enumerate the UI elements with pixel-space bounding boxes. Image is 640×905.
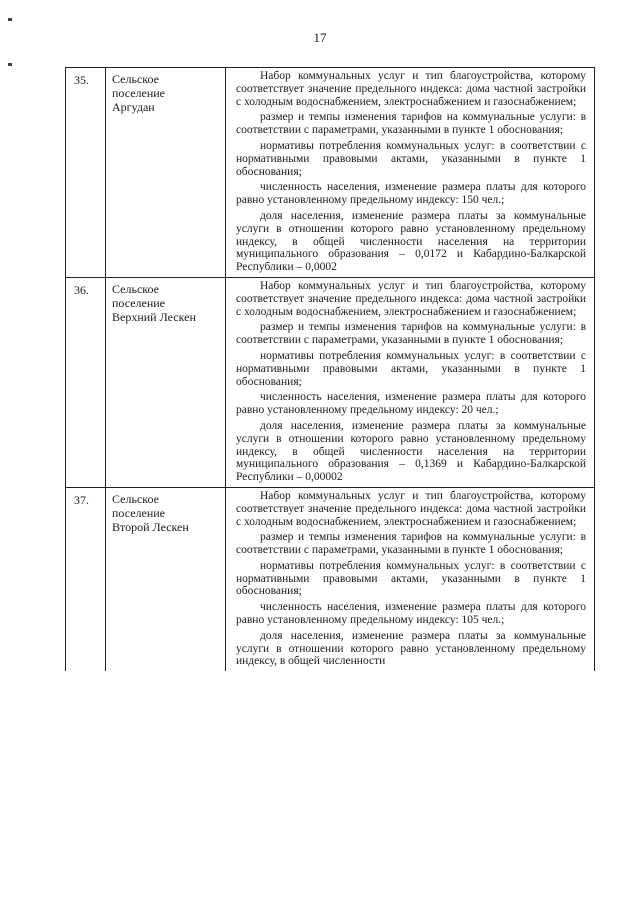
- settlement-name: [106, 487, 226, 671]
- row-number: 35.: [66, 68, 106, 278]
- parameter-paragraph: размер и темпы изменения тарифов на коммунальные услуги: в соответствии с параметрами, указанными в пункте 1 обоснования;: [236, 111, 586, 137]
- table-row: [66, 68, 595, 278]
- index-parameters: [226, 487, 595, 671]
- settlement-name: [106, 68, 226, 278]
- settlement-name-line: Второй Лескен: [112, 519, 189, 534]
- settlement-name-line: Сельское: [112, 281, 159, 296]
- scan-mark: [8, 18, 12, 21]
- table-body: [66, 68, 595, 672]
- indices-table: [65, 67, 595, 671]
- row-number: 36.: [66, 277, 106, 487]
- index-parameters: [226, 68, 595, 278]
- table-row: [66, 277, 595, 487]
- parameter-paragraph: численность населения, изменение размера платы для которого равно установленному предельному индексу: 20 чел.;: [236, 391, 586, 417]
- parameter-paragraph: Набор коммунальных услуг и тип благоустройства, которому соответствует значение предельного индекса: дома частной застройки с холодным водоснабжением, электроснабжением и газоснабжением;: [236, 70, 586, 108]
- settlement-name-line: поселение: [112, 505, 166, 520]
- settlement-name-line: Сельское: [112, 491, 159, 506]
- scan-mark: [8, 63, 12, 66]
- row-number: 37.: [66, 487, 106, 671]
- parameter-paragraph: Набор коммунальных услуг и тип благоустройства, которому соответствует значение предельного индекса: дома частной застройки с холодным водоснабжением, электроснабжением и газоснабжением;: [236, 489, 586, 528]
- settlement-name-line: Верхний Лескен: [112, 309, 196, 324]
- settlement-name-line: Аргудан: [112, 100, 155, 114]
- parameter-paragraph: доля населения, изменение размера платы за коммунальные услуги в отношении которого равно установленному предельному индексу, в общей численности: [236, 629, 586, 668]
- settlement-name-line: поселение: [112, 295, 166, 310]
- index-parameters: [226, 277, 595, 487]
- parameter-paragraph: доля населения, изменение размера платы за коммунальные услуги в отношении которого равно установленному предельному индексу, в общей численности населения на территории муниципального образования – 0,1369 и Кабардино-Балкарской Республики – 0,00002: [236, 419, 586, 484]
- parameter-paragraph: размер и темпы изменения тарифов на коммунальные услуги: в соответствии с параметрами, указанными в пункте 1 обоснования;: [236, 531, 586, 557]
- settlement-name: [106, 277, 226, 487]
- parameter-paragraph: Набор коммунальных услуг и тип благоустройства, которому соответствует значение предельного индекса: дома частной застройки с холодным водоснабжением, электроснабжением и газоснабжением;: [236, 279, 586, 318]
- parameter-paragraph: численность населения, изменение размера платы для которого равно установленному предельному индексу: 150 чел.;: [236, 181, 586, 207]
- page-number: 17: [313, 30, 327, 45]
- settlement-name-line: Сельское: [112, 72, 159, 86]
- parameter-paragraph: доля населения, изменение размера платы за коммунальные услуги в отношении которого равно установленному предельному индексу, в общей численности населения на территории муниципального образования – 0,0172 и Кабардино-Балкарской Республики – 0,0002: [236, 209, 586, 274]
- parameter-paragraph: нормативы потребления коммунальных услуг: в соответствии с нормативными правовыми актами, указанными в пункте 1 обоснования;: [236, 559, 586, 598]
- parameter-paragraph: нормативы потребления коммунальных услуг: в соответствии с нормативными правовыми актами, указанными в пункте 1 обоснования;: [236, 349, 586, 388]
- table-row: [66, 487, 595, 671]
- parameter-paragraph: численность населения, изменение размера платы для которого равно установленному предельному индексу: 105 чел.;: [236, 601, 586, 627]
- parameter-paragraph: размер и темпы изменения тарифов на коммунальные услуги: в соответствии с параметрами, указанными в пункте 1 обоснования;: [236, 321, 586, 347]
- parameter-paragraph: нормативы потребления коммунальных услуг: в соответствии с нормативными правовыми актами, указанными в пункте 1 обоснования;: [236, 139, 586, 178]
- settlement-name-line: поселение: [112, 86, 166, 100]
